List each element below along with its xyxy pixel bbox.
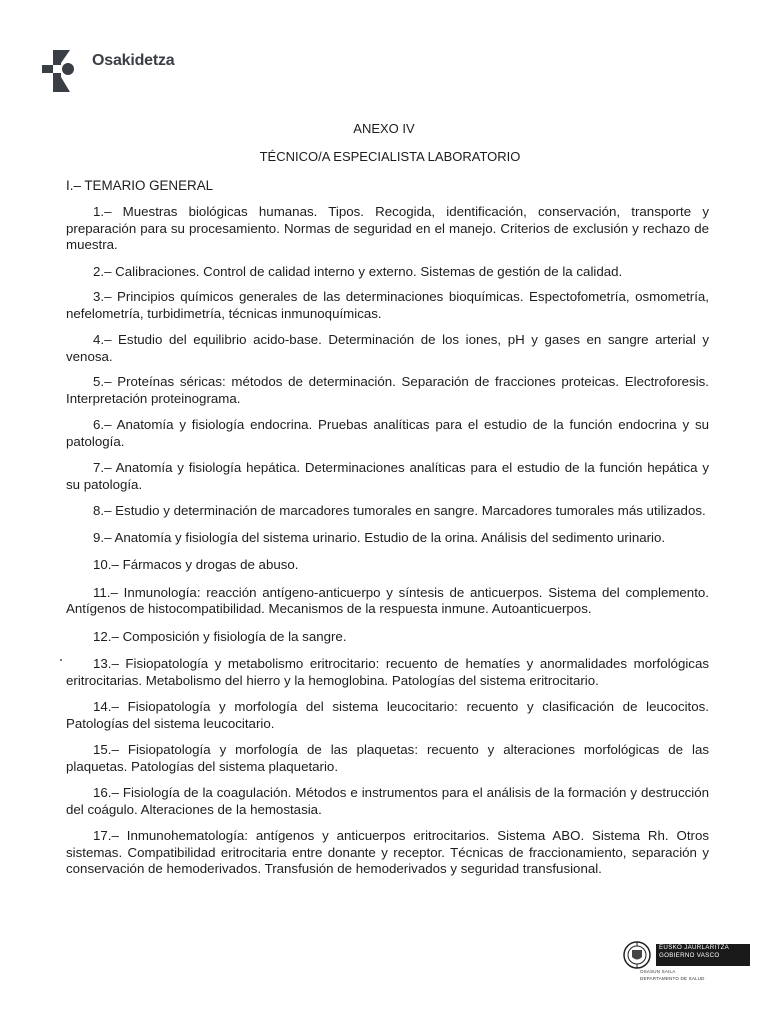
syllabus-item-1: 1.– Muestras biológicas humanas. Tipos. Recogida, identificación, conservación, transporte y preparación para su procesamiento. Normas de seguridad en el manejo. Criterios de exclusión y rechazo de muestra. bbox=[66, 204, 709, 252]
syllabus-item-12: 12.– Composición y fisiología de la sangre. bbox=[93, 628, 347, 644]
syllabus-item-13: 13.– Fisiopatología y metabolismo eritrocitario: recuento de hematíes y anormalidades morfológicas eritrocitarias. Metabolismo del hierro y la hemoglobina. Patologías del sistema eritrocitario. bbox=[66, 656, 709, 688]
syllabus-item-5: 5.– Proteínas séricas: métodos de determinación. Separación de fracciones proteicas. Electroforesis. Interpretación proteinograma. bbox=[66, 374, 709, 406]
syllabus-item-3: 3.– Principios químicos generales de las determinaciones bioquímicas. Espectofometría, osmometría, nefelometría, turbidimetría, técnicas inmunoquímicas. bbox=[66, 289, 709, 321]
document-title: TÉCNICO/A ESPECIALISTA LABORATORIO bbox=[259, 149, 521, 164]
seal-line-4: DEPARTAMENTO DE SALUD bbox=[640, 976, 705, 981]
seal-line-3: OSASUN SAILA bbox=[640, 969, 676, 974]
syllabus-item-17: 17.– Inmunohematología: antígenos y anticuerpos eritrocitarios. Sistema ABO. Sistema Rh. Otros sistemas. Compatibilidad eritrocitaria entre donante y receptor. Técnicas de fraccionamiento, separación y conservación de hemoderivados. Transfusión de hemoderivados y seguridad transfusional. bbox=[66, 828, 709, 876]
government-seal bbox=[622, 938, 732, 984]
syllabus-item-8: 8.– Estudio y determinación de marcadores tumorales en sangre. Marcadores tumorales más utilizados. bbox=[93, 503, 706, 518]
osakidetza-logo bbox=[42, 47, 175, 95]
scan-speck bbox=[60, 659, 62, 661]
annex-heading: ANEXO IV bbox=[353, 121, 415, 136]
syllabus-item-2: 2.– Calibraciones. Control de calidad interno y externo. Sistemas de gestión de la calidad. bbox=[93, 263, 623, 279]
syllabus-item-4: 4.– Estudio del equilibrio acido-base. Determinación de los iones, pH y gases en sangre arterial y venosa. bbox=[66, 332, 709, 364]
syllabus-item-11: 11.– Inmunología: reacción antígeno-anticuerpo y síntesis de anticuerpos. Sistema del complemento. Antígenos de histocompatibilidad. Mecanismos de la respuesta inmune. Autoanticuerpos. bbox=[66, 584, 709, 616]
logo-text: Osakidetza bbox=[92, 52, 175, 69]
syllabus-item-14: 14.– Fisiopatología y morfología del sistema leucocitario: recuento y clasificación de leucocitos. Patologías del sistema leucocitario. bbox=[66, 699, 709, 731]
syllabus-item-10: 10.– Fármacos y drogas de abuso. bbox=[93, 557, 299, 572]
osakidetza-logo-icon bbox=[42, 47, 76, 95]
section-heading: I.– TEMARIO GENERAL bbox=[66, 178, 214, 193]
seal-line-2: GOBIERNO VASCO bbox=[659, 952, 720, 959]
syllabus-item-6: 6.– Anatomía y fisiología endocrina. Pruebas analíticas para el estudio de la función endocrina y su patología. bbox=[66, 417, 709, 449]
coat-of-arms-icon bbox=[622, 940, 652, 970]
syllabus-item-16: 16.– Fisiología de la coagulación. Métodos e instrumentos para el análisis de la formación y destrucción del coágulo. Alteraciones de la hemostasia. bbox=[66, 785, 709, 817]
syllabus-list bbox=[66, 204, 709, 878]
syllabus-item-15: 15.– Fisiopatología y morfología de las plaquetas: recuento y alteraciones morfológicas de las plaquetas. Patologías del sistema plaquetario. bbox=[66, 742, 709, 774]
syllabus-item-9: 9.– Anatomía y fisiología del sistema urinario. Estudio de la orina. Análisis del sedimento urinario. bbox=[93, 529, 666, 545]
syllabus-item-7: 7.– Anatomía y fisiología hepática. Determinaciones analíticas para el estudio de la función hepática y su patología. bbox=[66, 460, 709, 492]
seal-line-1: EUSKO JAURLARITZA bbox=[659, 944, 730, 951]
seal-band bbox=[656, 944, 750, 966]
